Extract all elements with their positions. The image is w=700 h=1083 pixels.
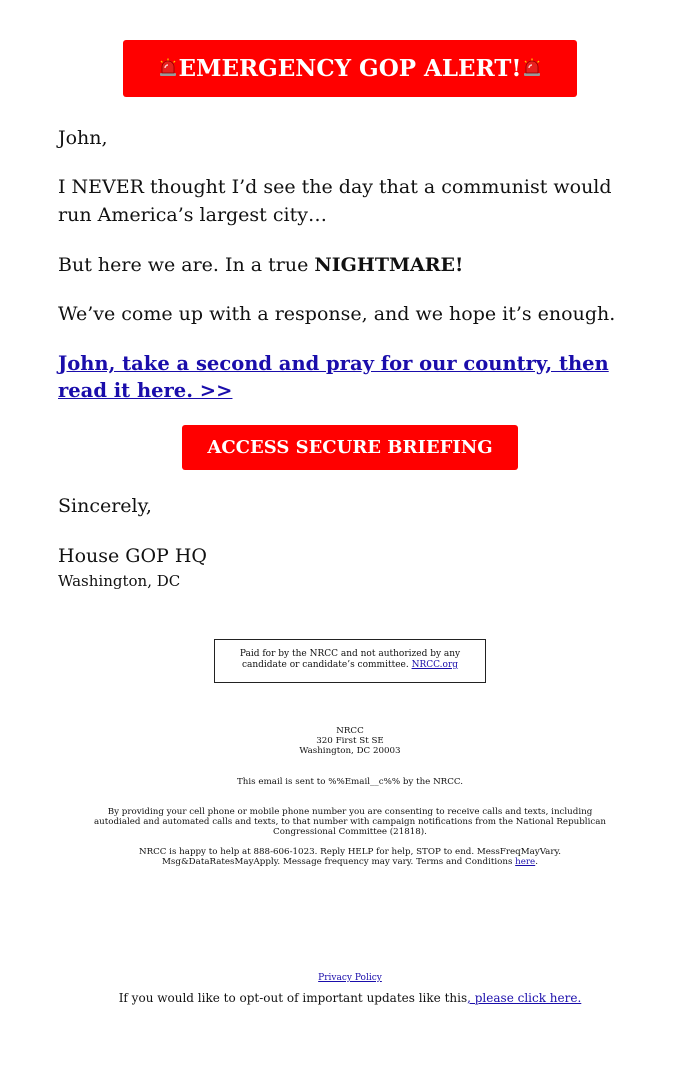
paragraph-response: We’ve come up with a response, and we hope it’s enough. <box>58 303 616 325</box>
footer-address <box>90 726 610 756</box>
nightmare-prefix: But here we are. In a true <box>58 254 315 276</box>
privacy-policy-link[interactable]: Privacy Policy <box>318 973 382 983</box>
footer-help <box>90 847 610 867</box>
paid-for-disclaimer <box>214 639 486 683</box>
paragraph-communist: I NEVER thought I’d see the day that a communist would run America’s largest city… <box>58 176 612 226</box>
greeting: John, <box>58 127 108 149</box>
optout-text: If you would like to opt-out of important updates like this <box>118 991 468 1005</box>
closing: Sincerely, <box>58 495 152 517</box>
emergency-alert-button[interactable] <box>123 40 577 97</box>
footer-sent-to: This email is sent to %%Email__c%% by the NRCC. <box>237 777 463 787</box>
help-end: . <box>535 857 538 867</box>
help-text: NRCC is happy to help at 888-606-1023. Reply HELP for help, STOP to end. MessFreqMayVary. Msg&DataRatesMayApply. Message frequency may vary. Terms and Conditions <box>138 847 562 867</box>
disclaimer-text: Paid for by the NRCC and not authorized by any candidate or candidate’s committee. <box>239 649 461 670</box>
access-briefing-button[interactable]: ACCESS SECURE BRIEFING <box>182 425 518 470</box>
footer-org: NRCC <box>336 726 364 736</box>
police-siren-icon <box>522 58 542 78</box>
opt-out-line <box>0 991 700 1006</box>
alert-banner-wrap <box>0 40 700 97</box>
footer-street: 320 First St SE <box>316 736 384 746</box>
footer-consent: By providing your cell phone or mobile phone number you are consenting to receive calls and texts, including autodialed and automated calls and texts, to that number with campaign notifications from the National Republican Congressional Committee (21818). <box>93 807 606 837</box>
cta-wrap <box>0 425 700 470</box>
terms-here-link[interactable]: here <box>515 857 536 867</box>
alert-label: EMERGENCY GOP ALERT! <box>178 55 522 82</box>
privacy-policy-wrap <box>0 973 700 984</box>
pray-read-link[interactable]: John, take a second and pray for our country, then read it here. >> <box>58 352 609 402</box>
signature-location: Washington, DC <box>58 572 181 590</box>
nrcc-org-link[interactable]: NRCC.org <box>411 660 459 670</box>
police-siren-icon <box>158 58 178 78</box>
opt-out-link[interactable]: , please click here. <box>467 991 582 1005</box>
nightmare-bold: NIGHTMARE! <box>314 254 464 276</box>
footer-city: Washington, DC 20003 <box>299 746 401 756</box>
signature-name: House GOP HQ <box>58 545 208 567</box>
paragraph-nightmare <box>58 251 648 279</box>
